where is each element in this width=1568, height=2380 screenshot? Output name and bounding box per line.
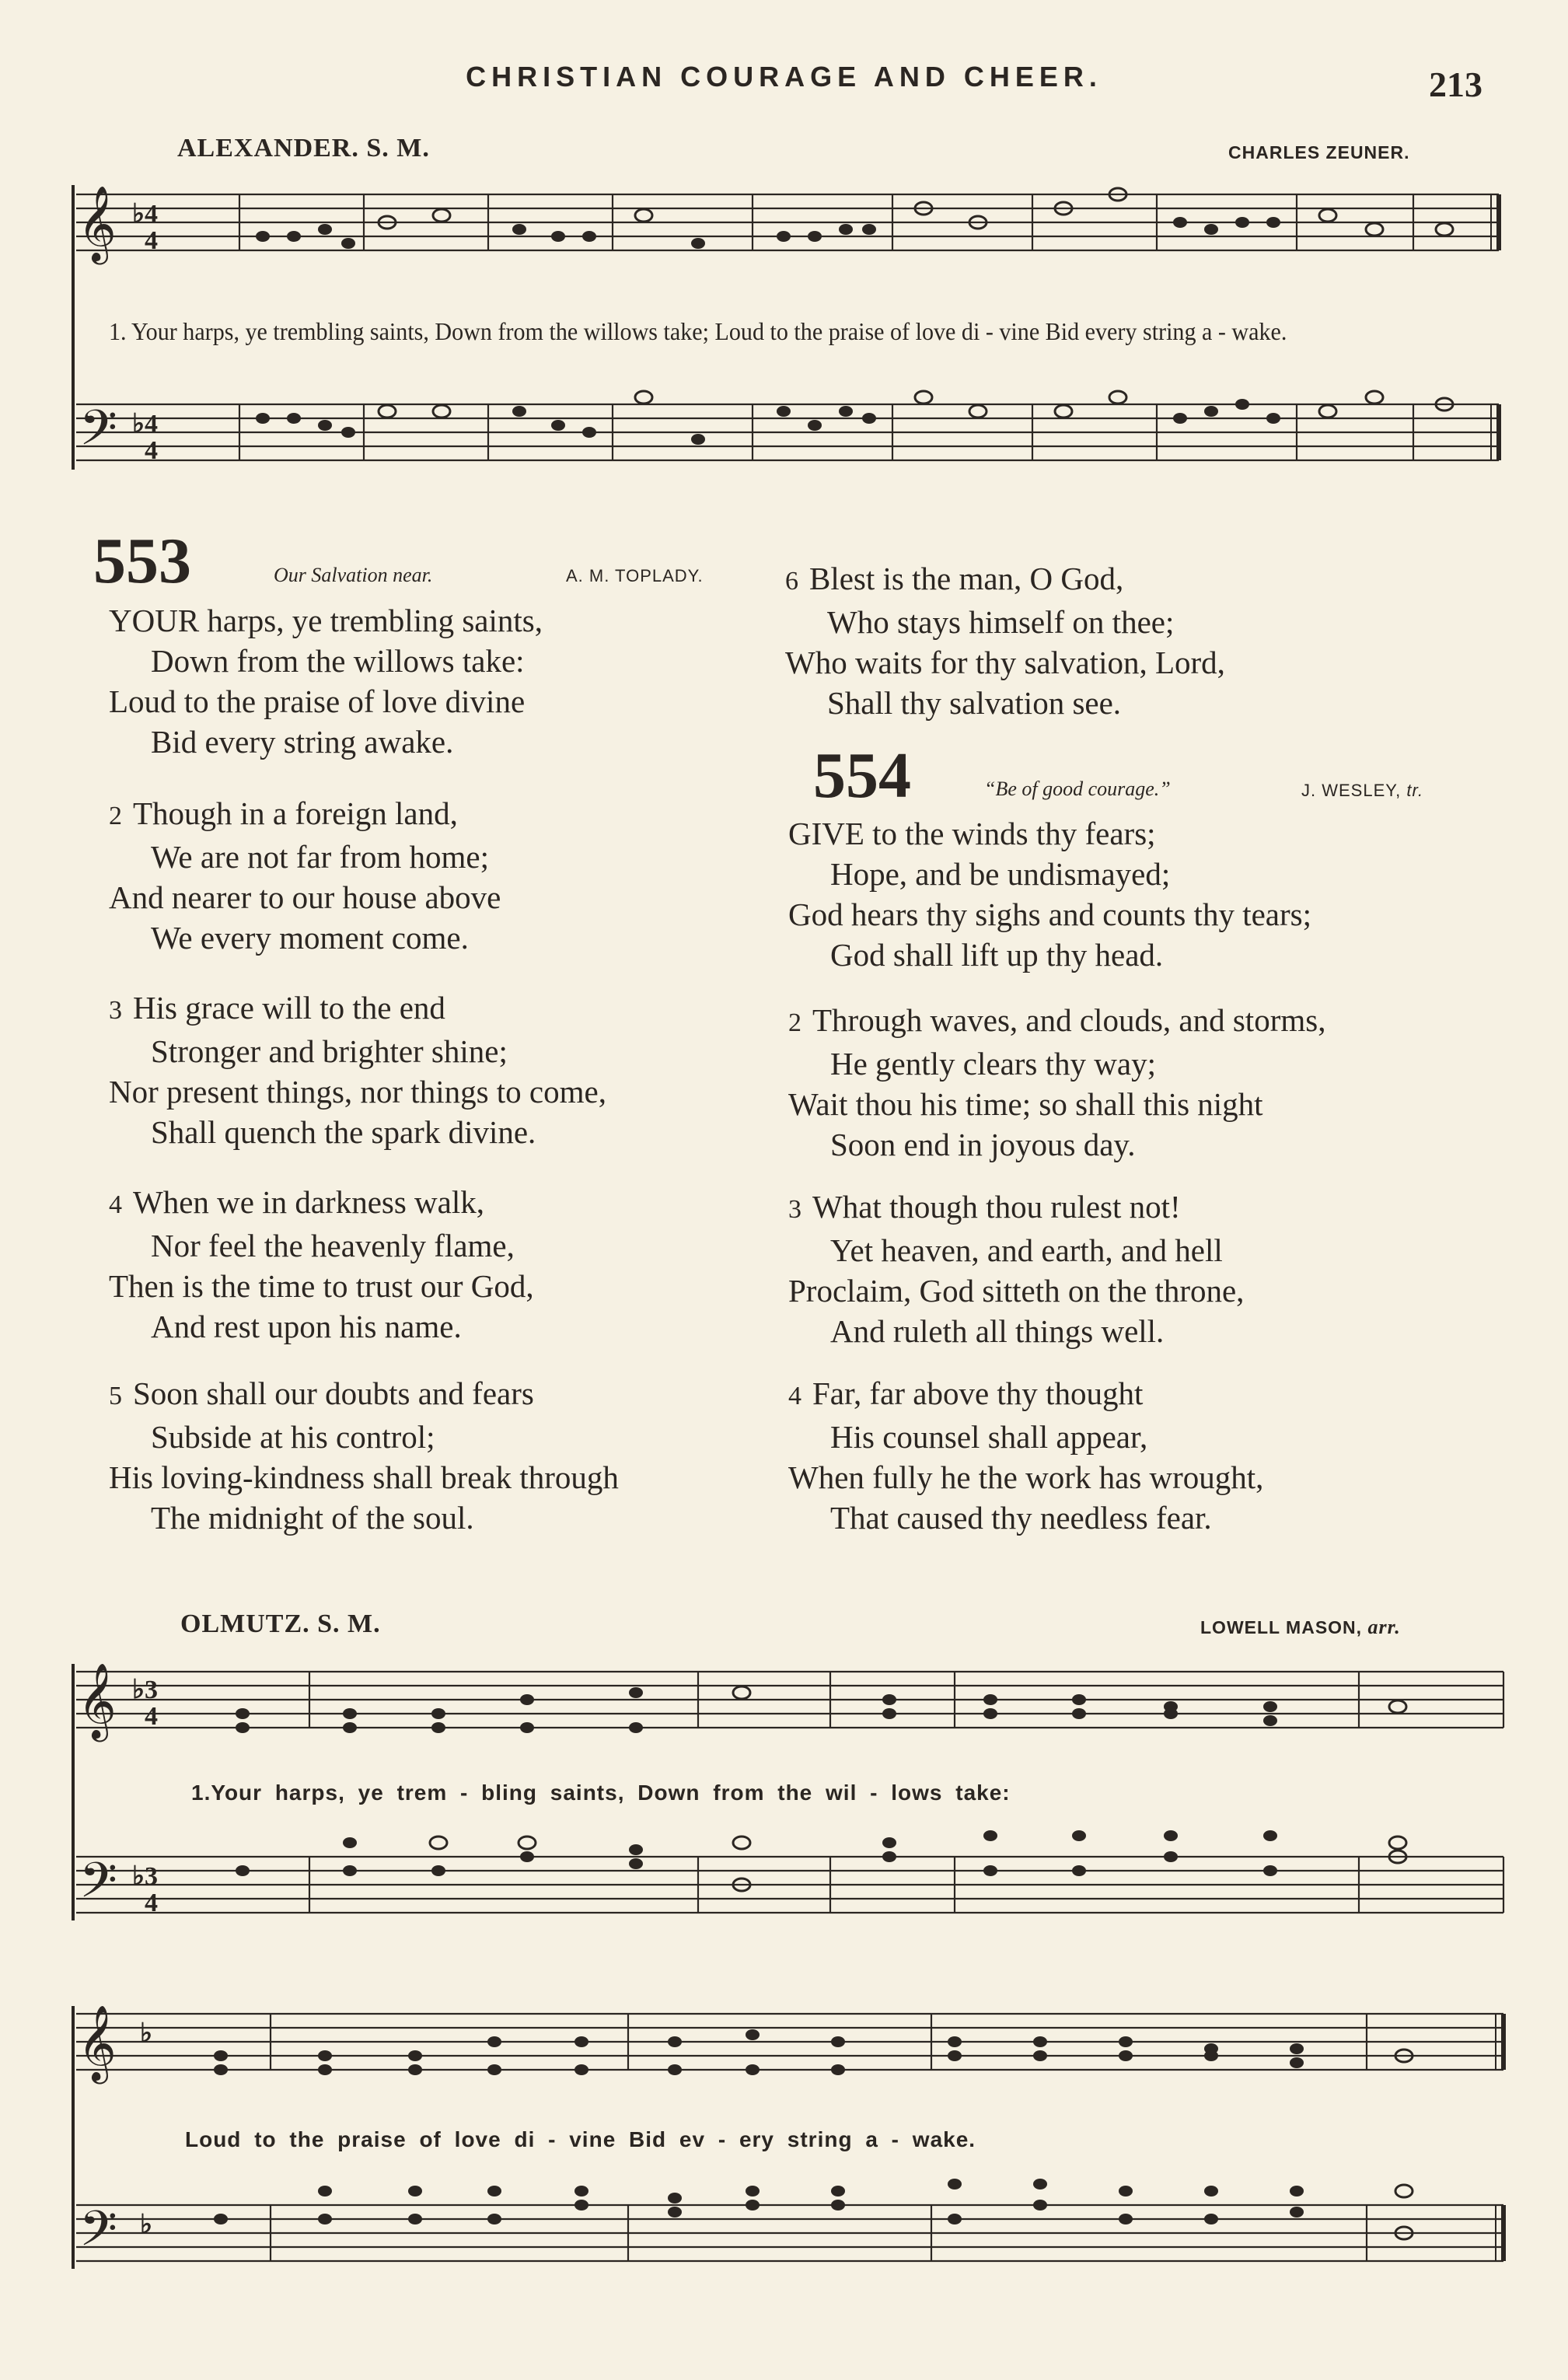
verse-number: 5 bbox=[109, 1382, 122, 1410]
verse-number: 2 bbox=[109, 802, 122, 830]
svg-text:𝄞: 𝄞 bbox=[78, 185, 117, 261]
verse-line: He gently clears thy way; bbox=[830, 1046, 1156, 1082]
verse-number: 3 bbox=[109, 996, 122, 1025]
hymn-553-stanza-3 bbox=[109, 987, 606, 1152]
hymn-author bbox=[1301, 781, 1423, 801]
svg-text:𝄢: 𝄢 bbox=[79, 2200, 117, 2269]
svg-text:4: 4 bbox=[145, 436, 158, 465]
verse-number: 2 bbox=[788, 1008, 801, 1037]
svg-text:♭4: ♭4 bbox=[132, 200, 159, 229]
verse-line: His grace will to the end bbox=[133, 990, 445, 1026]
svg-text:𝄢: 𝄢 bbox=[79, 1851, 117, 1920]
svg-text:4: 4 bbox=[145, 1702, 158, 1731]
running-title: CHRISTIAN COURAGE AND CHEER. bbox=[466, 61, 1102, 93]
verse-line: Hope, and be undismayed; bbox=[830, 856, 1171, 892]
verse-number: 4 bbox=[788, 1382, 801, 1410]
verse-line: The midnight of the soul. bbox=[151, 1500, 474, 1536]
tune-title-olmutz: OLMUTZ. S. M. bbox=[180, 1609, 381, 1638]
verse-line: Nor feel the heavenly flame, bbox=[151, 1228, 515, 1263]
hymn-subtitle: Our Salvation near. bbox=[274, 564, 433, 586]
hymn-553-stanza-4 bbox=[109, 1182, 534, 1347]
hymn-554-stanza-4 bbox=[788, 1373, 1263, 1538]
verse-line: Then is the time to trust our God, bbox=[109, 1268, 534, 1304]
tune-underlay-olmutz-line-2: Loud to the praise of love di - vine Bid ev - ery string a - wake. bbox=[185, 2127, 976, 2151]
hymn-553-stanza-1 bbox=[109, 600, 543, 762]
svg-text:𝄞: 𝄞 bbox=[78, 1662, 117, 1739]
svg-text:𝄢: 𝄢 bbox=[79, 399, 117, 468]
verse-line: And rest upon his name. bbox=[151, 1309, 462, 1344]
verse-line: Soon end in joyous day. bbox=[830, 1127, 1136, 1162]
hymn-553-stanza-5 bbox=[109, 1373, 619, 1538]
verse-line: We every moment come. bbox=[151, 920, 469, 956]
hymn-554-stanza-1 bbox=[788, 813, 1311, 975]
verse-line: Soon shall our doubts and fears bbox=[133, 1375, 534, 1411]
drop-cap: Y bbox=[109, 603, 132, 638]
hymn-number: 553 bbox=[93, 525, 191, 597]
verse-number: 6 bbox=[785, 567, 798, 596]
svg-text:4: 4 bbox=[145, 226, 158, 255]
verse-line: Bid every string awake. bbox=[151, 724, 454, 760]
verse-line: Shall thy salvation see. bbox=[827, 685, 1122, 721]
tune-composer-olmutz bbox=[1200, 1616, 1401, 1639]
verse-line: God hears thy sighs and counts thy tears; bbox=[788, 896, 1311, 932]
svg-text:♭: ♭ bbox=[140, 2019, 153, 2048]
hymn-number: 554 bbox=[813, 739, 911, 812]
verse-line: That caused thy needless fear. bbox=[830, 1500, 1212, 1536]
author-suffix: tr. bbox=[1406, 781, 1424, 800]
verse-line: We are not far from home; bbox=[151, 839, 489, 875]
svg-text:♭4: ♭4 bbox=[132, 410, 159, 439]
verse-line: When we in darkness walk, bbox=[133, 1184, 485, 1220]
verse-line: Down from the willows take: bbox=[151, 643, 525, 679]
hymn-553-heading bbox=[93, 525, 191, 597]
svg-text:𝄞: 𝄞 bbox=[78, 2004, 117, 2081]
verse-line: IVE to the winds thy fears; bbox=[811, 816, 1156, 851]
svg-text:4: 4 bbox=[145, 1889, 158, 1917]
hymn-553-stanza-2 bbox=[109, 793, 501, 958]
verse-line: Proclaim, God sitteth on the throne, bbox=[788, 1273, 1245, 1309]
verse-line: Who stays himself on thee; bbox=[827, 604, 1175, 640]
verse-line: Through waves, and clouds, and storms, bbox=[812, 1002, 1326, 1038]
hymn-554-stanza-2 bbox=[788, 1000, 1325, 1165]
verse-line: Yet heaven, and earth, and hell bbox=[830, 1232, 1223, 1268]
verse-line: Though in a foreign land, bbox=[133, 795, 458, 831]
verse-line: Blest is the man, O God, bbox=[809, 561, 1124, 596]
tune-title-alexander: ALEXANDER. S. M. bbox=[177, 134, 430, 163]
verse-line: When fully he the work has wrought, bbox=[788, 1459, 1264, 1495]
svg-text:♭: ♭ bbox=[140, 2210, 153, 2239]
verse-line: Who waits for thy salvation, Lord, bbox=[785, 645, 1225, 680]
svg-text:♭3: ♭3 bbox=[132, 1676, 159, 1704]
verse-line: Far, far above thy thought bbox=[812, 1375, 1144, 1411]
verse-line: God shall lift up thy head. bbox=[830, 937, 1164, 973]
verse-line: Wait thou his time; so shall this night bbox=[788, 1086, 1263, 1122]
verse-line: And ruleth all things well. bbox=[830, 1313, 1165, 1349]
verse-line: And nearer to our house above bbox=[109, 879, 501, 915]
svg-text:♭3: ♭3 bbox=[132, 1862, 159, 1891]
drop-cap: G bbox=[788, 816, 812, 851]
hymn-554-stanza-3 bbox=[788, 1187, 1244, 1351]
hymn-subtitle: “Be of good courage.” bbox=[984, 778, 1171, 800]
verse-line: Shall quench the spark divine. bbox=[151, 1114, 536, 1150]
verse-number: 4 bbox=[109, 1190, 122, 1219]
verse-line: Stronger and brighter shine; bbox=[151, 1033, 508, 1069]
hymn-author: A. M. TOPLADY. bbox=[566, 566, 704, 585]
verse-line: Nor present things, nor things to come, bbox=[109, 1074, 606, 1110]
verse-line: Subside at his control; bbox=[151, 1419, 435, 1455]
author-name: J. WESLEY, bbox=[1301, 781, 1402, 800]
hymn-554-heading bbox=[813, 739, 911, 812]
verse-number: 3 bbox=[788, 1195, 801, 1224]
tune-composer-alexander: CHARLES ZEUNER. bbox=[1228, 142, 1410, 163]
tune-underlay-olmutz-line-1: 1.Your harps, ye trem - bling saints, Down from the wil - lows take: bbox=[191, 1781, 1011, 1805]
page-number: 213 bbox=[1429, 65, 1482, 104]
verse-line: Loud to the praise of love divine bbox=[109, 683, 526, 719]
verse-line: His loving-kindness shall break through bbox=[109, 1459, 619, 1495]
verse-line: What though thou rulest not! bbox=[812, 1189, 1181, 1225]
hymn-553-stanza-6 bbox=[785, 558, 1225, 723]
composer-name: LOWELL MASON, bbox=[1200, 1617, 1363, 1637]
verse-line: OUR harps, ye trembling saints, bbox=[131, 603, 543, 638]
composer-suffix: arr. bbox=[1367, 1616, 1401, 1638]
tune-underlay-alexander: 1. Your harps, ye trembling saints, Down from the willows take; Loud to the praise of love di - vine Bid every string a - wake. bbox=[109, 317, 1287, 345]
verse-line: His counsel shall appear, bbox=[830, 1419, 1148, 1455]
